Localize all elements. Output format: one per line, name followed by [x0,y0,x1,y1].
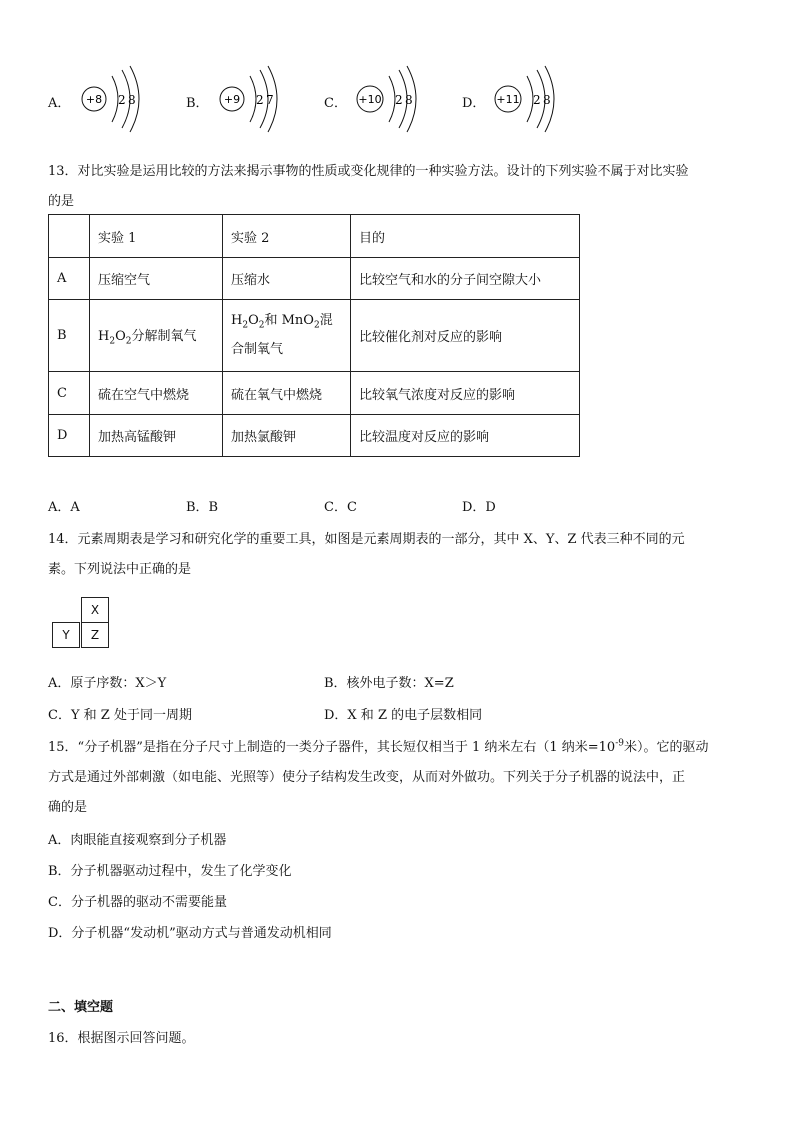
atom-diagram [492,64,572,134]
row-id: B [49,300,90,372]
q15-stem-line-3: 确的是 [48,800,88,815]
row-exp2: 硫在氧气中燃烧 [223,372,351,415]
table-row-b [49,300,580,372]
row-exp1: 硫在空气中燃烧 [90,372,223,415]
row-goal: 比较催化剂对反应的影响 [351,300,580,372]
option-label: A． [48,96,71,111]
option-label: D． [462,96,486,111]
q13-option-a[interactable]: A．A [48,500,80,515]
q14-option-a[interactable]: A．原子序数：X＞Y [48,676,167,691]
q14-option-d[interactable]: D．X 和 Z 的电子层数相同 [324,708,483,723]
atom-option-c [324,64,444,134]
row-exp1: $H_2O_2$分解制氧气 [90,300,223,372]
nucleus-charge: +11 [496,93,520,106]
q15-option-a[interactable]: A．肉眼能直接观察到分子机器 [48,833,227,848]
atom-diagram [78,64,158,134]
cell-y: Y [52,622,80,648]
row-id: C [49,372,90,415]
shell-2-electrons: 8 [128,93,136,107]
nucleus-charge: +9 [223,93,241,106]
row-exp2 [223,300,351,372]
option-label: B． [186,96,209,111]
atom-diagram [354,64,434,134]
atom-option-b [186,64,306,134]
row-exp2-line-2: 合制氧气 [231,341,284,357]
row-exp2: 加热氯酸钾 [223,415,351,457]
row-id: D [49,415,90,457]
option-label: C． [324,96,347,111]
q15-stem-line-2: 方式是通过外部刺激（如电能、光照等）使分子结构发生改变，从而对外做功。下列关于分子机器的说法中，正 [48,770,686,785]
cell-z: Z [81,622,109,648]
nucleus-charge: +10 [358,93,382,106]
q13-experiment-table [48,214,580,457]
q13-option-c[interactable]: C．C [324,500,357,515]
q15-option-b[interactable]: B．分子机器驱动过程中，发生了化学变化 [48,864,292,879]
q13-option-d[interactable]: D．D [462,500,496,515]
row-exp2: 压缩水 [223,258,351,300]
table-row-d [49,415,580,457]
shell-2-electrons: 7 [266,93,274,107]
section-title: 二、填空题 [48,1000,114,1015]
shell-1-electrons: 2 [118,93,126,107]
cell-x: X [81,597,109,623]
q14-option-c[interactable]: C．Y 和 Z 处于同一周期 [48,708,192,723]
row-id: A [49,258,90,300]
atom-option-d [462,64,582,134]
table-row-a [49,258,580,300]
nucleus-charge: +8 [85,93,103,106]
shell-1-electrons: 2 [395,93,403,107]
row-exp1: 加热高锰酸钾 [90,415,223,457]
q15-option-d[interactable]: D．分子机器“发动机”驱动方式与普通发动机相同 [48,926,332,941]
q14-option-b[interactable]: B．核外电子数：X=Z [324,676,454,691]
atom-diagram [216,64,296,134]
row-exp2-line-1: $H_2O_2$和 MnO$_2$混 [231,313,333,331]
q14-stem-line-2: 素。下列说法中正确的是 [48,562,192,577]
shell-1-electrons: 2 [256,93,264,107]
header-cell-blank [49,215,90,258]
table-row-c [49,372,580,415]
row-goal: 比较空气和水的分子间空隙大小 [351,258,580,300]
shell-2-electrons: 8 [405,93,413,107]
q13-option-b[interactable]: B．B [186,500,219,515]
header-cell-goal: 目的 [351,215,580,258]
row-exp1: 压缩空气 [90,258,223,300]
table-header-row [49,215,580,258]
header-cell-exp2: 实验 2 [223,215,351,258]
q14-stem-line-1: 14．元素周期表是学习和研究化学的重要工具，如图是元素周期表的一部分，其中 X、Y、Z 代表三种不同的元 [48,532,685,547]
shell-2-electrons: 8 [543,93,551,107]
row-goal: 比较氧气浓度对反应的影响 [351,372,580,415]
header-cell-exp1: 实验 1 [90,215,223,258]
q15-stem-line-1: 15．“分子机器”是指在分子尺寸上制造的一类分子器件，其长短仅相当于 1 纳米左右（1 纳米$=10^{-9}$米）。它的驱动 [48,738,709,755]
atom-option-a [48,64,168,134]
q15-option-c[interactable]: C．分子机器的驱动不需要能量 [48,895,227,910]
row-goal: 比较温度对反应的影响 [351,415,580,457]
shell-1-electrons: 2 [533,93,541,107]
q13-stem-line-2: 的是 [48,194,75,209]
q13-stem-line-1: 13．对比实验是运用比较的方法来揭示事物的性质或变化规律的一种实验方法。设计的下列实验不属于对比实验 [48,164,689,179]
q16-stem: 16．根据图示回答问题。 [48,1031,195,1046]
